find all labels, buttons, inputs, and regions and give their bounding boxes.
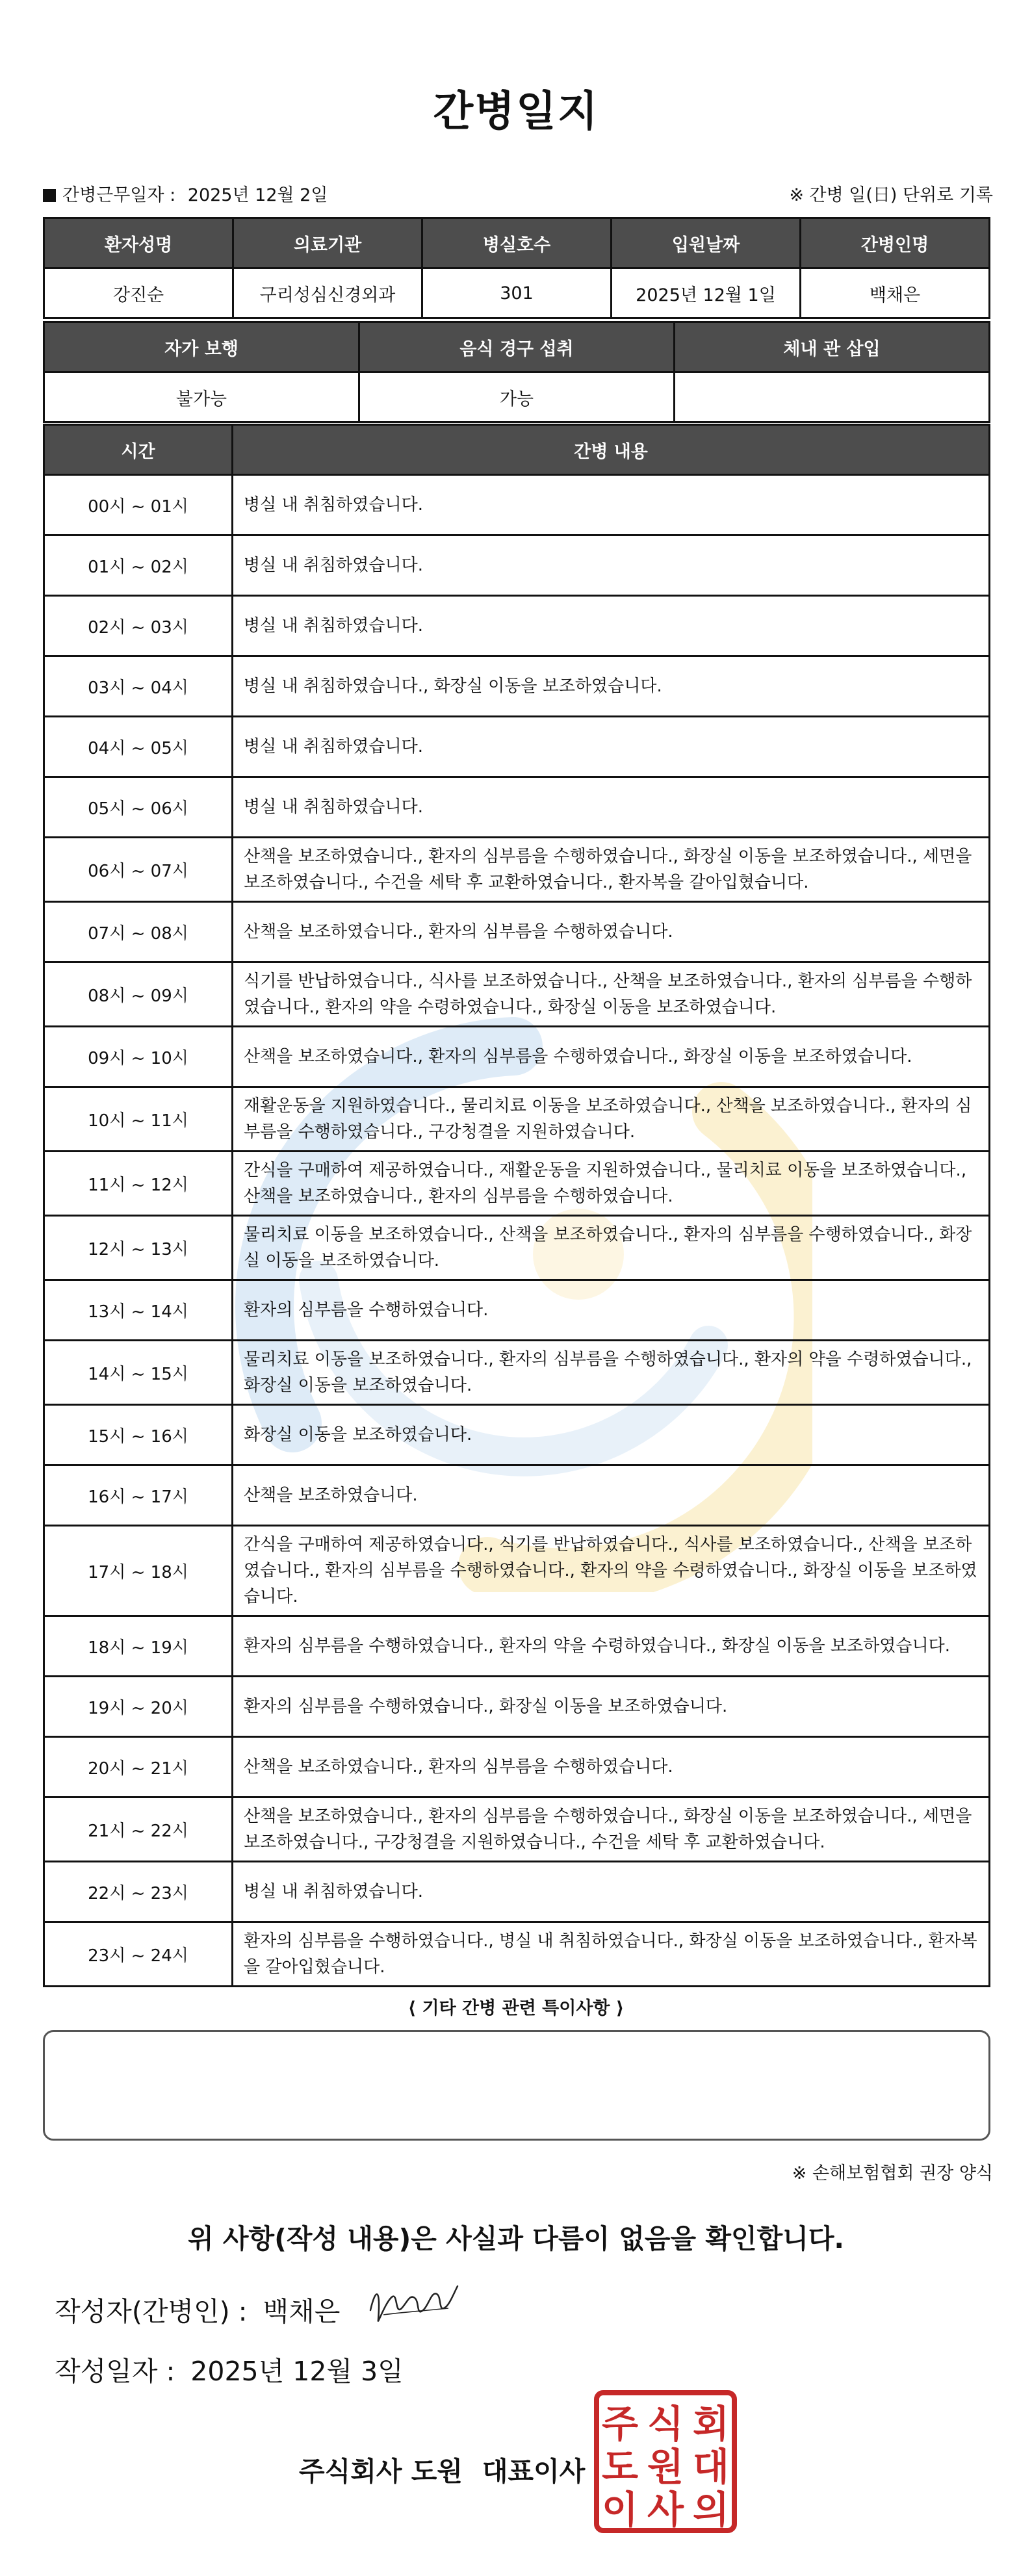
log-content: 식기를 반납하였습니다., 식사를 보조하였습니다., 산책을 보조하였습니다., 환자의 심부름을 수행하였습니다., 환자의 약을 수령하였습니다., 화장실 이동을 보조하였습니다. <box>233 962 990 1027</box>
work-date <box>43 181 328 206</box>
log-content: 병실 내 취침하였습니다. <box>233 717 990 777</box>
log-row <box>44 902 990 962</box>
log-row <box>44 1797 990 1862</box>
patient-info-header-row <box>44 218 990 268</box>
log-header-row <box>44 425 990 475</box>
writer-line <box>55 2290 340 2328</box>
log-content: 산책을 보조하였습니다., 환자의 심부름을 수행하였습니다., 화장실 이동을 보조하였습니다. <box>233 1027 990 1087</box>
log-row <box>44 596 990 656</box>
company-line <box>299 2450 585 2488</box>
log-row <box>44 777 990 838</box>
recommend-note: ※ 손해보험협회 권장 양식 <box>792 2163 993 2183</box>
date-label: 작성일자 : <box>55 2356 175 2387</box>
log-row <box>44 1216 990 1280</box>
log-time: 18시 ~ 19시 <box>44 1616 233 1677</box>
log-row <box>44 1922 990 1987</box>
svg-text:회: 회 <box>692 2402 730 2446</box>
log-content: 산책을 보조하였습니다., 환자의 심부름을 수행하였습니다. <box>233 902 990 962</box>
log-row <box>44 1465 990 1526</box>
log-content: 산책을 보조하였습니다., 환자의 심부름을 수행하였습니다. <box>233 1737 990 1797</box>
log-time: 06시 ~ 07시 <box>44 838 233 902</box>
log-content: 화장실 이동을 보조하였습니다. <box>233 1405 990 1465</box>
self-walking-value: 불가능 <box>44 372 359 422</box>
log-row <box>44 1341 990 1405</box>
svg-text:이: 이 <box>601 2488 639 2532</box>
log-content: 환자의 심부름을 수행하였습니다., 화장실 이동을 보조하였습니다. <box>233 1677 990 1737</box>
log-time: 17시 ~ 18시 <box>44 1526 233 1616</box>
log-content: 병실 내 취침하였습니다. <box>233 535 990 596</box>
writer-label: 작성자(간병인) : <box>55 2296 248 2327</box>
caregiver-name: 백채은 <box>801 268 990 318</box>
log-row <box>44 1526 990 1616</box>
header-hospital: 의료기관 <box>233 218 422 268</box>
log-content: 산책을 보조하였습니다., 환자의 심부름을 수행하였습니다., 화장실 이동을 보조하였습니다., 세면을 보조하였습니다., 구강청결을 지원하였습니다., 수건을 세탁 후 교환하였습니다. <box>233 1797 990 1862</box>
log-row <box>44 656 990 717</box>
log-row <box>44 717 990 777</box>
care-status-table <box>43 321 990 423</box>
log-row <box>44 1087 990 1152</box>
svg-text:식: 식 <box>647 2402 684 2446</box>
log-time: 00시 ~ 01시 <box>44 475 233 535</box>
log-time: 14시 ~ 15시 <box>44 1341 233 1405</box>
log-content: 간식을 구매하여 제공하였습니다., 식기를 반납하였습니다., 식사를 보조하였습니다., 산책을 보조하였습니다., 환자의 심부름을 수행하였습니다., 환자의 약을 수령하였습니다., 화장실 이동을 보조하였습니다. <box>233 1526 990 1616</box>
log-time: 22시 ~ 23시 <box>44 1862 233 1922</box>
representative-title: 대표이사 <box>482 2456 586 2487</box>
care-status-value-row <box>44 372 990 422</box>
log-content: 환자의 심부름을 수행하였습니다., 환자의 약을 수령하였습니다., 화장실 이동을 보조하였습니다. <box>233 1616 990 1677</box>
header-admission-date: 입원날짜 <box>612 218 801 268</box>
log-row <box>44 1152 990 1216</box>
header-tube-insertion: 체내 관 삽입 <box>675 322 990 372</box>
log-time: 03시 ~ 04시 <box>44 656 233 717</box>
header-content: 간병 내용 <box>233 425 990 475</box>
log-content: 물리치료 이동을 보조하였습니다., 산책을 보조하였습니다., 환자의 심부름을 수행하였습니다., 화장실 이동을 보조하였습니다. <box>233 1216 990 1280</box>
log-time: 09시 ~ 10시 <box>44 1027 233 1087</box>
log-row <box>44 1280 990 1341</box>
hourly-log-table <box>43 424 990 1987</box>
room-number: 301 <box>422 268 612 318</box>
unit-note: ※ 간병 일(日) 단위로 기록 <box>789 185 993 205</box>
log-row <box>44 1027 990 1087</box>
log-time: 02시 ~ 03시 <box>44 596 233 656</box>
tube-insertion-value <box>675 372 990 422</box>
log-content: 간식을 구매하여 제공하였습니다., 재활운동을 지원하였습니다., 물리치료 이동을 보조하였습니다., 산책을 보조하였습니다., 환자의 심부름을 수행하였습니다. <box>233 1152 990 1216</box>
log-time: 23시 ~ 24시 <box>44 1922 233 1987</box>
document-title: 간병일지 <box>433 88 599 136</box>
log-row <box>44 962 990 1027</box>
notes-box <box>43 2030 990 2141</box>
square-bullet-icon <box>43 189 56 202</box>
log-content: 재활운동을 지원하였습니다., 물리치료 이동을 보조하였습니다., 산책을 보조하였습니다., 환자의 심부름을 수행하였습니다., 구강청결을 지원하였습니다. <box>233 1087 990 1152</box>
notes-text <box>45 2032 988 2053</box>
header-self-walking: 자가 보행 <box>44 322 359 372</box>
company-name: 주식회사 도원 <box>299 2456 463 2487</box>
writer-name: 백채은 <box>263 2296 341 2327</box>
log-content: 산책을 보조하였습니다. <box>233 1465 990 1526</box>
confirm-statement: 위 사항(작성 내용)은 사실과 다름이 없음을 확인합니다. <box>187 2223 845 2254</box>
log-row <box>44 1405 990 1465</box>
log-row <box>44 535 990 596</box>
svg-text:사: 사 <box>647 2488 684 2532</box>
svg-text:원: 원 <box>647 2445 684 2489</box>
log-time: 10시 ~ 11시 <box>44 1087 233 1152</box>
log-content: 병실 내 취침하였습니다. <box>233 475 990 535</box>
hospital-name: 구리성심신경외과 <box>233 268 422 318</box>
work-date-label: 간병근무일자 : <box>62 185 176 205</box>
patient-info-table <box>43 217 990 319</box>
log-content: 병실 내 취침하였습니다. <box>233 777 990 838</box>
log-time: 20시 ~ 21시 <box>44 1737 233 1797</box>
log-time: 11시 ~ 12시 <box>44 1152 233 1216</box>
date-value: 2025년 12월 3일 <box>190 2356 404 2387</box>
header-room: 병실호수 <box>422 218 612 268</box>
log-time: 16시 ~ 17시 <box>44 1465 233 1526</box>
signature-icon <box>364 2274 461 2333</box>
log-row <box>44 1737 990 1797</box>
admission-date: 2025년 12월 1일 <box>612 268 801 318</box>
log-time: 21시 ~ 22시 <box>44 1797 233 1862</box>
oral-intake-value: 가능 <box>359 372 675 422</box>
log-row <box>44 475 990 535</box>
header-caregiver: 간병인명 <box>801 218 990 268</box>
log-row <box>44 1616 990 1677</box>
svg-text:도: 도 <box>601 2445 639 2489</box>
log-content: 물리치료 이동을 보조하였습니다., 환자의 심부름을 수행하였습니다., 환자의 약을 수령하였습니다., 화장실 이동을 보조하였습니다. <box>233 1341 990 1405</box>
log-time: 13시 ~ 14시 <box>44 1280 233 1341</box>
log-time: 15시 ~ 16시 <box>44 1405 233 1465</box>
log-row <box>44 838 990 902</box>
log-time: 19시 ~ 20시 <box>44 1677 233 1737</box>
log-time: 05시 ~ 06시 <box>44 777 233 838</box>
patient-info-value-row <box>44 268 990 318</box>
notes-title: ⟨ 기타 간병 관련 특이사항 ⟩ <box>407 1998 625 2018</box>
log-content: 병실 내 취침하였습니다. <box>233 596 990 656</box>
log-time: 08시 ~ 09시 <box>44 962 233 1027</box>
log-time: 01시 ~ 02시 <box>44 535 233 596</box>
log-row <box>44 1862 990 1922</box>
log-time: 07시 ~ 08시 <box>44 902 233 962</box>
svg-text:의: 의 <box>692 2488 730 2532</box>
log-time: 12시 ~ 13시 <box>44 1216 233 1280</box>
patient-name: 강진순 <box>44 268 233 318</box>
svg-text:주: 주 <box>601 2402 639 2446</box>
header-patient-name: 환자성명 <box>44 218 233 268</box>
written-date-line <box>55 2350 404 2388</box>
log-body <box>44 475 990 1987</box>
log-content: 환자의 심부름을 수행하였습니다. <box>233 1280 990 1341</box>
log-time: 04시 ~ 05시 <box>44 717 233 777</box>
log-content: 병실 내 취침하였습니다., 화장실 이동을 보조하였습니다. <box>233 656 990 717</box>
log-row <box>44 1677 990 1737</box>
care-status-header-row <box>44 322 990 372</box>
log-content: 병실 내 취침하였습니다. <box>233 1862 990 1922</box>
company-seal-icon <box>593 2389 738 2534</box>
header-oral-intake: 음식 경구 섭취 <box>359 322 675 372</box>
header-time: 시간 <box>44 425 233 475</box>
work-date-value: 2025년 12월 2일 <box>187 185 328 205</box>
svg-text:대: 대 <box>692 2445 730 2489</box>
log-content: 환자의 심부름을 수행하였습니다., 병실 내 취침하였습니다., 화장실 이동을 보조하였습니다., 환자복을 갈아입혔습니다. <box>233 1922 990 1987</box>
log-content: 산책을 보조하였습니다., 환자의 심부름을 수행하였습니다., 화장실 이동을 보조하였습니다., 세면을 보조하였습니다., 수건을 세탁 후 교환하였습니다., 환자복을 갈아입혔습니다. <box>233 838 990 902</box>
